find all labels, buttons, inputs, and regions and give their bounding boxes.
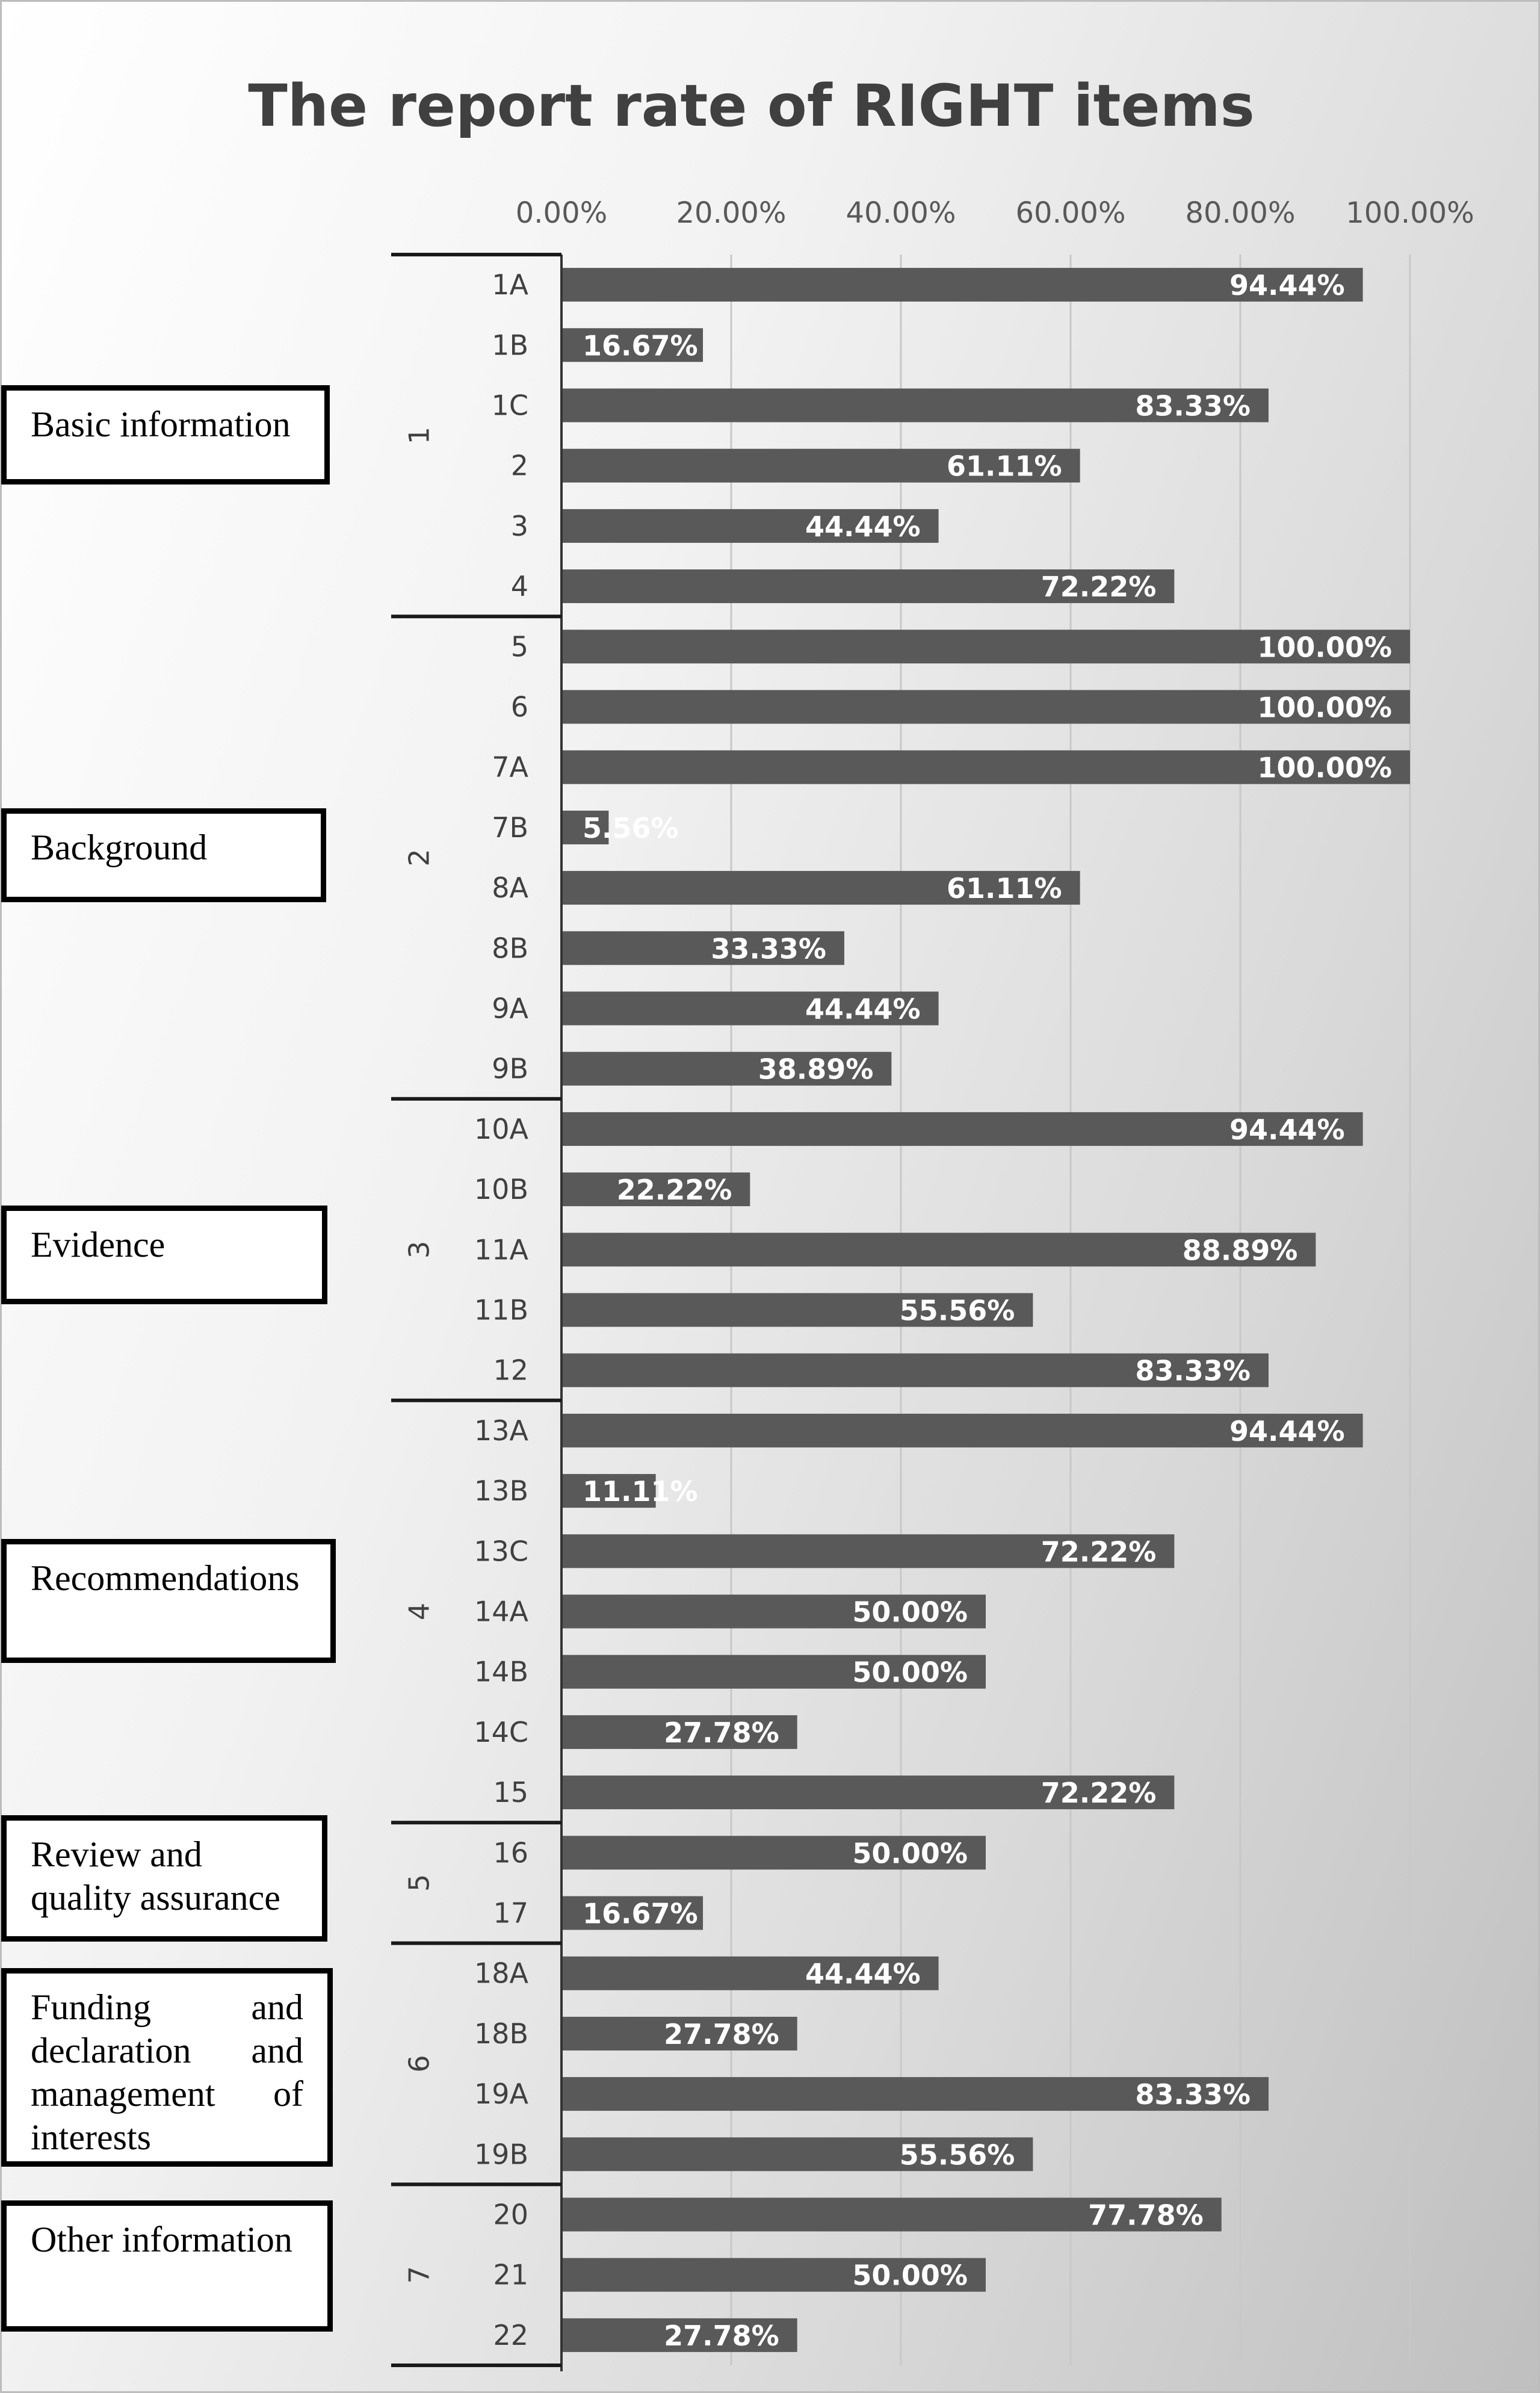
data-label: 16.67% (583, 1897, 698, 1930)
group-label: 7 (403, 2266, 436, 2284)
category-tick-label: 9B (492, 1052, 528, 1085)
category-tick-label: 7A (492, 751, 528, 784)
category-tick-label: 10A (474, 1112, 528, 1145)
category-tick-label: 22 (493, 2318, 528, 2351)
data-label: 72.22% (1041, 1535, 1157, 1568)
group-label: 3 (403, 1240, 436, 1258)
data-label: 61.11% (947, 450, 1062, 483)
data-label: 94.44% (1229, 1414, 1345, 1447)
category-tick-label: 8A (492, 871, 528, 905)
category-tick-label: 19A (474, 2078, 528, 2111)
category-tick-label: 5 (510, 630, 528, 663)
category-tick-label: 16 (493, 1836, 528, 1869)
category-tick-label: 11A (474, 1233, 528, 1266)
category-tick-label: 14C (474, 1715, 528, 1748)
category-tick-label: 21 (493, 2258, 528, 2291)
data-label: 44.44% (805, 992, 921, 1026)
data-label: 83.33% (1135, 389, 1251, 423)
category-label: Other information (31, 2220, 292, 2259)
category-tick-label: 1B (492, 329, 528, 362)
data-label: 50.00% (852, 2259, 968, 2292)
category-label: Background (31, 828, 208, 867)
data-label: 100.00% (1257, 631, 1392, 664)
data-label: 83.33% (1135, 2078, 1251, 2111)
category-tick-label: 12 (493, 1354, 528, 1387)
data-label: 55.56% (899, 1294, 1015, 1327)
x-tick-label: 40.00% (846, 196, 956, 230)
data-label: 50.00% (852, 1596, 968, 1629)
category-label: Funding and declaration and management of interests (31, 1987, 303, 2157)
group-label: 6 (403, 2055, 436, 2073)
data-label: 27.78% (664, 1716, 779, 1749)
category-tick-label: 20 (493, 2198, 528, 2231)
category-tick-label: 13B (474, 1475, 528, 1508)
group-label: 4 (403, 1602, 436, 1621)
data-label: 83.33% (1135, 1354, 1251, 1387)
data-label: 61.11% (947, 872, 1062, 905)
data-label: 27.78% (664, 2319, 779, 2352)
x-tick-label: 0.00% (515, 196, 608, 230)
data-label: 33.33% (711, 932, 826, 965)
data-label: 77.78% (1088, 2199, 1204, 2232)
data-label: 44.44% (805, 510, 921, 543)
category-tick-label: 15 (493, 1776, 528, 1809)
category-tick-label: 8B (492, 932, 528, 965)
data-label: 38.89% (758, 1053, 874, 1086)
x-tick-label: 80.00% (1185, 196, 1296, 230)
group-label: 2 (403, 849, 436, 867)
data-label: 94.44% (1229, 1113, 1345, 1146)
data-label: 16.67% (583, 329, 698, 362)
group-label: 5 (403, 1874, 436, 1892)
category-tick-label: 1C (491, 389, 528, 422)
category-tick-label: 13A (474, 1414, 528, 1447)
category-tick-label: 11B (474, 1293, 528, 1327)
category-tick-label: 9A (492, 992, 528, 1025)
category-tick-label: 18A (474, 1957, 528, 1990)
x-tick-label: 20.00% (676, 196, 787, 230)
data-label: 100.00% (1257, 691, 1392, 724)
x-tick-label: 60.00% (1015, 196, 1126, 230)
category-tick-label: 10B (474, 1173, 528, 1206)
category-tick-label: 17 (493, 1896, 528, 1930)
data-label: 5.56% (583, 811, 679, 844)
data-label: 55.56% (899, 2138, 1015, 2172)
category-tick-label: 19B (474, 2138, 528, 2171)
category-tick-label: 4 (510, 570, 528, 603)
chart-title: The report rate of RIGHT items (248, 72, 1255, 140)
x-tick-label: 100.00% (1346, 196, 1474, 230)
category-label: Review and quality assurance (31, 1834, 280, 1918)
category-label: Evidence (31, 1225, 165, 1265)
data-label: 50.00% (852, 1837, 968, 1870)
category-tick-label: 3 (510, 509, 528, 542)
category-tick-label: 18B (474, 2017, 528, 2050)
data-label: 27.78% (664, 2017, 779, 2051)
data-label: 100.00% (1257, 751, 1392, 784)
category-tick-label: 13C (474, 1535, 528, 1568)
category-label: Basic information (31, 404, 291, 444)
category-tick-label: 14A (474, 1595, 528, 1628)
data-label: 88.89% (1182, 1234, 1298, 1267)
category-label: Recommendations (31, 1558, 300, 1598)
category-tick-label: 7B (492, 811, 528, 844)
data-label: 22.22% (616, 1174, 732, 1207)
data-label: 94.44% (1229, 269, 1345, 302)
category-tick-label: 14B (474, 1655, 528, 1688)
data-label: 72.22% (1041, 571, 1157, 604)
data-label: 44.44% (805, 1957, 921, 1990)
data-label: 50.00% (852, 1656, 968, 1689)
category-tick-label: 1A (492, 268, 528, 302)
category-tick-label: 6 (510, 690, 528, 723)
category-tick-label: 2 (510, 449, 528, 482)
data-label: 72.22% (1041, 1777, 1157, 1810)
group-label: 1 (403, 426, 436, 445)
data-label: 11.11% (583, 1475, 698, 1508)
